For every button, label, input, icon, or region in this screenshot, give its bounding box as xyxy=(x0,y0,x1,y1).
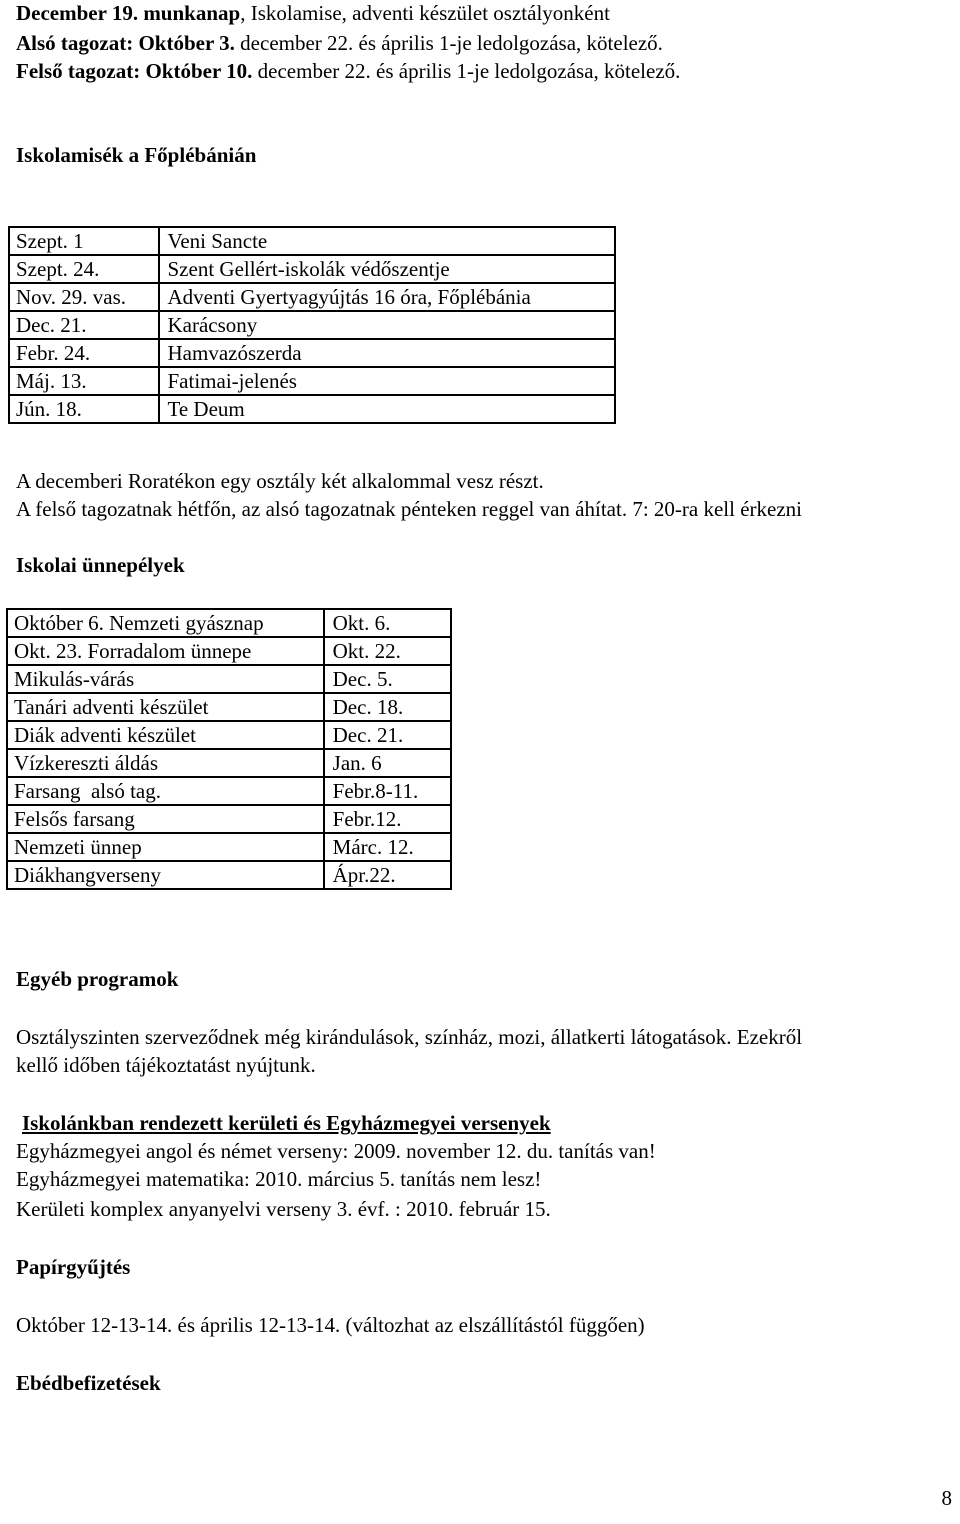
other-programs-text-1: Osztályszinten szerveződnek még kirándulások, színház, mozi, állatkerti látogatások. Ezekről xyxy=(16,1025,803,1049)
celebration-date: Febr.8-11. xyxy=(324,777,451,805)
table-row xyxy=(7,777,451,805)
header-line-3-bold: Felső tagozat: Október 10. xyxy=(16,59,253,83)
table-row xyxy=(9,339,615,367)
competition-item: Egyházmegyei angol és német verseny: 2009. november 12. du. tanítás van! xyxy=(16,1139,656,1163)
mass-event: Te Deum xyxy=(159,395,616,423)
celebration-date: Jan. 6 xyxy=(324,749,451,777)
mass-date: Szept. 1 xyxy=(9,227,159,255)
table-row xyxy=(9,311,615,339)
celebration-date: Márc. 12. xyxy=(324,833,451,861)
celebration-event: Október 6. Nemzeti gyásznap xyxy=(7,609,324,637)
celebration-event: Mikulás-várás xyxy=(7,665,324,693)
celebration-event: Vízkereszti áldás xyxy=(7,749,324,777)
rorate-note: A decemberi Roratékon egy osztály két alkalommal vesz részt. xyxy=(16,469,544,493)
mass-date: Szept. 24. xyxy=(9,255,159,283)
mass-date: Jún. 18. xyxy=(9,395,159,423)
celebration-event: Nemzeti ünnep xyxy=(7,833,324,861)
page-number: 8 xyxy=(941,1486,952,1510)
celebration-date: Dec. 18. xyxy=(324,693,451,721)
table-row xyxy=(7,833,451,861)
header-line-3 xyxy=(16,58,680,84)
mass-event: Veni Sancte xyxy=(159,227,616,255)
table-row xyxy=(7,637,451,665)
lunch-heading: Ebédbefizetések xyxy=(16,1371,161,1395)
mass-event: Hamvazószerda xyxy=(159,339,616,367)
competitions-heading: Iskolánkban rendezett kerületi és Egyházmegyei versenyek xyxy=(22,1111,551,1135)
celebration-event: Farsang alsó tag. xyxy=(7,777,324,805)
table-row xyxy=(7,749,451,777)
other-programs-heading: Egyéb programok xyxy=(16,967,179,991)
mass-event: Karácsony xyxy=(159,311,616,339)
mass-date: Dec. 21. xyxy=(9,311,159,339)
celebration-date: Febr.12. xyxy=(324,805,451,833)
header-line-1 xyxy=(16,0,610,26)
celebration-date: Okt. 22. xyxy=(324,637,451,665)
competition-item: Kerületi komplex anyanyelvi verseny 3. évf. : 2010. február 15. xyxy=(16,1197,551,1221)
header-line-2-rest: december 22. és április 1-je ledolgozása, kötelező. xyxy=(234,31,663,55)
table-row xyxy=(9,227,615,255)
header-line-1-bold: December 19. munkanap xyxy=(16,1,241,25)
celebration-date: Ápr.22. xyxy=(324,861,451,889)
table-row xyxy=(7,805,451,833)
mass-event: Szent Gellért-iskolák védőszentje xyxy=(159,255,616,283)
mass-event: Adventi Gyertyagyújtás 16 óra, Főplébánia xyxy=(159,283,616,311)
table-row xyxy=(9,367,615,395)
mass-date: Febr. 24. xyxy=(9,339,159,367)
header-line-1-rest: , Iskolamise, adventi készület osztályonként xyxy=(240,1,610,25)
table-row xyxy=(7,721,451,749)
celebration-date: Okt. 6. xyxy=(324,609,451,637)
masses-table xyxy=(8,226,616,424)
table-row xyxy=(7,665,451,693)
celebration-event: Felsős farsang xyxy=(7,805,324,833)
celebration-event: Tanári adventi készület xyxy=(7,693,324,721)
celebration-event: Diák adventi készület xyxy=(7,721,324,749)
celebrations-table xyxy=(6,608,452,890)
masses-heading: Iskolamisék a Főplébánián xyxy=(16,143,257,167)
celebration-date: Dec. 21. xyxy=(324,721,451,749)
table-row xyxy=(7,609,451,637)
celebration-date: Dec. 5. xyxy=(324,665,451,693)
header-line-3-rest: december 22. és április 1-je ledolgozása, kötelező. xyxy=(252,59,681,83)
table-row xyxy=(7,861,451,889)
celebrations-heading: Iskolai ünnepélyek xyxy=(16,553,185,577)
celebration-event: Diákhangverseny xyxy=(7,861,324,889)
celebration-event: Okt. 23. Forradalom ünnepe xyxy=(7,637,324,665)
mass-date: Máj. 13. xyxy=(9,367,159,395)
table-row xyxy=(9,283,615,311)
paper-text: Október 12-13-14. és április 12-13-14. (változhat az elszállítástól függően) xyxy=(16,1313,645,1337)
devotion-note: A felső tagozatnak hétfőn, az alsó tagozatnak pénteken reggel van áhítat. 7: 20-ra kell érkezni xyxy=(16,497,803,521)
table-row xyxy=(7,693,451,721)
table-row xyxy=(9,255,615,283)
header-line-2-bold: Alsó tagozat: Október 3. xyxy=(16,31,235,55)
header-line-2 xyxy=(16,30,663,56)
mass-event: Fatimai-jelenés xyxy=(159,367,616,395)
competition-item: Egyházmegyei matematika: 2010. március 5. tanítás nem lesz! xyxy=(16,1167,542,1191)
mass-date: Nov. 29. vas. xyxy=(9,283,159,311)
table-row xyxy=(9,395,615,423)
other-programs-text-2: kellő időben tájékoztatást nyújtunk. xyxy=(16,1053,316,1077)
paper-heading: Papírgyűjtés xyxy=(16,1255,131,1279)
